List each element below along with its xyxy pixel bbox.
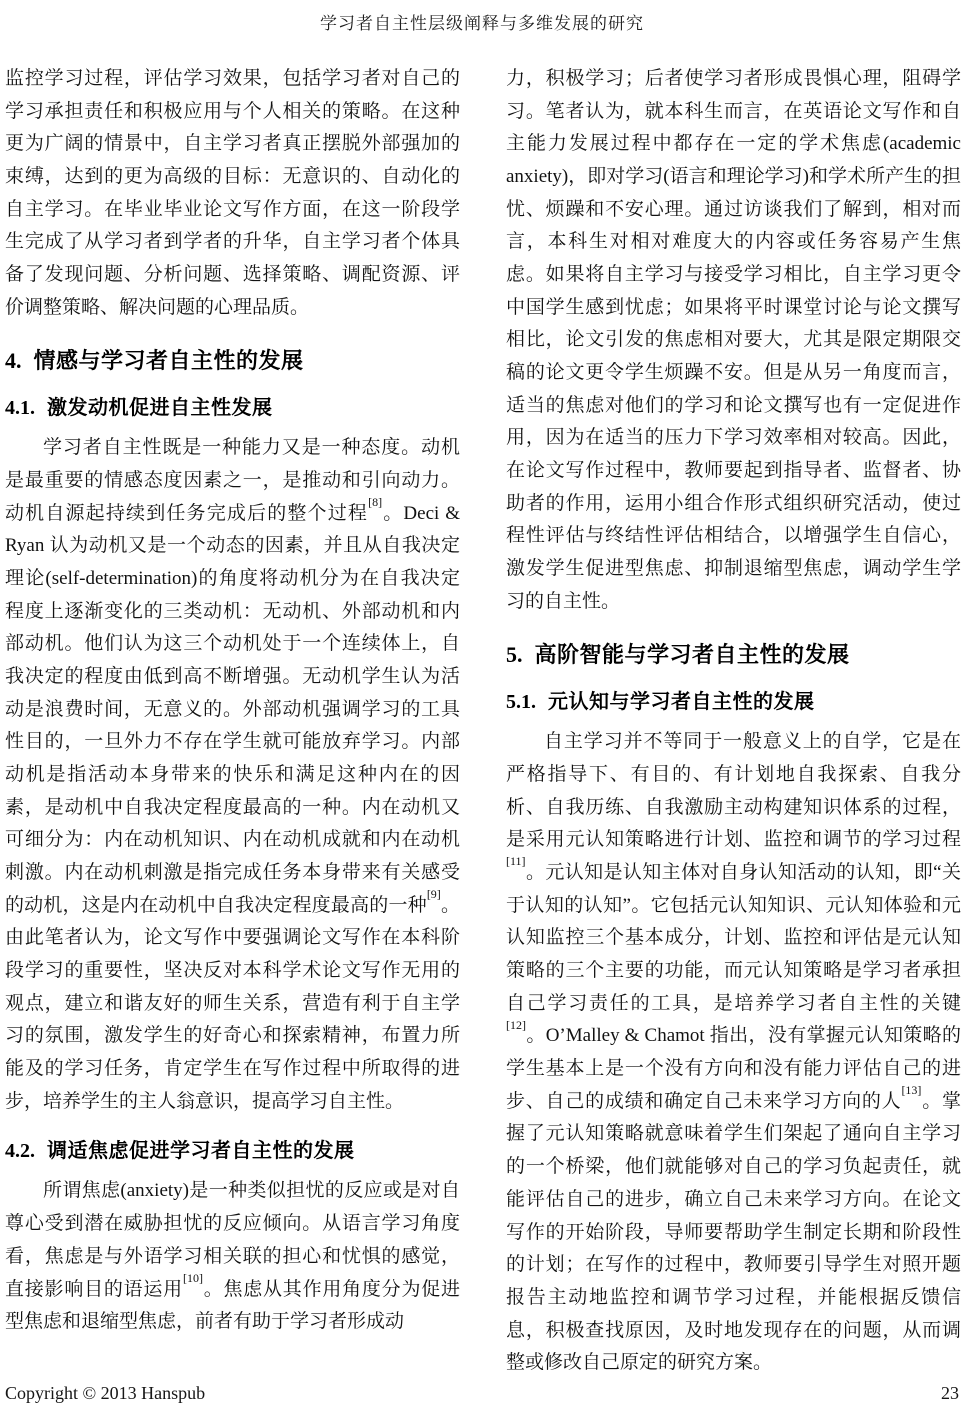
subsection-heading-4-1 (5, 391, 460, 420)
two-column-body (0, 63, 964, 1380)
running-title: 学习者自主性层级阐释与多维发展的研究 (320, 14, 644, 33)
paragraph-text: 自主学习并不等同于一般意义上的自学，它是在严格指导下、有目的、有计划地自我探索、自我分析、自我历练、自我激励主动构建知识体系的过程，是采用元认知策略进行计划、监控和调节的学习过程 (506, 731, 961, 851)
body-paragraph (5, 1175, 460, 1338)
paragraph-text: 。Deci & Ryan 认为动机又是一个动态的因素，并且从自我决定理论(self-determination)的角度将动机分为在自我决定程度上逐渐变化的三类动机：无动机、外部动机和内部动机。他们认为这三个动机处于一个连续体上，自我决定的程度由低到高不断增强。无动机学生认为活动是浪费时间，无意义的。外部动机强调学习的工具性目的，一旦外力不存在学生就可能放弃学习。内部动机是指活动本身带来的快乐和满足这种内在的因素，是动机中自我决定程度最高的一种。内在动机又可细分为：内在动机知识、内在动机成就和内在动机刺激。内在动机刺激是指完成任务本身带来有关感受的动机，这是内在动机中自我决定程度最高的一种 (5, 502, 460, 916)
section-heading-5 (506, 638, 961, 669)
section-number: 5. (506, 642, 523, 668)
subsection-number: 5.1. (506, 691, 536, 714)
body-paragraph (506, 726, 961, 1379)
section-number: 4. (5, 348, 22, 374)
reference-superscript: [9] (426, 887, 441, 902)
section-title: 高阶智能与学习者自主性的发展 (534, 642, 850, 668)
subsection-title: 元认知与学习者自主性的发展 (548, 691, 815, 714)
body-paragraph-continuation: 监控学习过程，评估学习效果，包括学习者对自己的学习承担责任和积极应用与个人相关的策略。在这种更为广阔的情景中，自主学习者真正摆脱外部强加的束缚，达到的更为高级的目标：无意识的、自动化的自主学习。在毕业毕业论文写作方面，在这一阶段学生完成了从学习者到学者的升华，自主学习者个体具备了发现问题、分析问题、选择策略、调配资源、评价调整策略、解决问题的心理品质。 (5, 68, 460, 318)
subsection-number: 4.2. (5, 1140, 35, 1163)
reference-superscript: [11] (506, 854, 526, 869)
section-heading-4 (5, 344, 460, 375)
subsection-title: 激发动机促进自主性发展 (47, 397, 273, 420)
paragraph-text: 所谓焦虑(anxiety)是一种类似担忧的反应或是对自尊心受到潜在威胁担忧的反应倾向。从语言学习角度看，焦虑是与外语学习相关联的担心和忧惧的感觉，直接影响目的语运用 (5, 1180, 460, 1300)
subsection-heading-5-1 (506, 685, 961, 714)
left-column (5, 63, 460, 1380)
right-column (506, 63, 961, 1380)
footer-copyright: Copyright © 2013 Hanspub (5, 1383, 206, 1403)
reference-superscript: [12] (506, 1017, 526, 1032)
reference-superscript: [10] (182, 1270, 203, 1285)
page-footer (5, 1383, 959, 1404)
paragraph-text: 。由此笔者认为，论文写作中要强调论文写作在本科阶段学习的重要性，坚决反对本科学术论文写作无用的观点，建立和谐友好的师生关系，营造有利于自主学习的氛围，激发学生的好奇心和探索精神，布置力所能及的学习任务，肯定学生在写作过程中所取得的进步，培养学生的主人翁意识，提高学习自主性。 (5, 894, 460, 1112)
paragraph-text: 学习者自主性既是一种能力又是一种态度。动机是最重要的情感态度因素之一，是推动和引向动力。动机自源起持续到任务完成后的整个过程 (5, 437, 460, 524)
reference-superscript: [8] (368, 495, 383, 509)
subsection-title: 调适焦虑促进学习者自主性的发展 (47, 1140, 355, 1163)
body-paragraph (5, 432, 460, 1118)
page-number: 23 (941, 1383, 959, 1403)
body-paragraph-continuation: 力，积极学习；后者使学习者形成畏惧心理，阻碍学习。笔者认为，就本科生而言，在英语论文写作和自主能力发展过程中都存在一定的学术焦虑(academic anxiety)，即对学习(语言和理论学习)和学术所产生的担忧、烦躁和不安心理。通过访谈我们了解到，相对而言，本科生对相对难度大的内容或任务容易产生焦虑。如果将自主学习与接受学习相比，自主学习更令中国学生感到忧虑；如果将平时课堂讨论与论文撰写相比，论文引发的焦虑相对要大，尤其是限定期限交稿的论文更令学生烦躁不安。但是从另一角度而言，适当的焦虑对他们的学习和论文撰写也有一定促进作用，因为在适当的压力下学习效率相对较高。因此，在论文写作过程中，教师要起到指导者、监督者、协助者的作用，运用小组合作形式组织研究活动，使过程性评估与终结性评估相结合，以增强学生自信心，激发学生促进型焦虑、抑制退缩型焦虑，调动学生学习的自主性。 (506, 68, 961, 612)
paragraph-text: 。元认知是认知主体对自身认知活动的认知，即“关于认知的认知”。它包括元认知知识、元认知体验和元认知监控三个基本成分，计划、监控和评估是元认知策略的三个主要的功能，而元认知策略是学习者承担自己学习责任的工具，是培养学习者自主性的关键 (506, 862, 961, 1014)
page-header (0, 0, 964, 34)
paragraph-text: 。O’Malley & Chamot 指出，没有掌握元认知策略的学生基本上是一个没有方向和没有能力评估自己的进步、自己的成绩和确定自己未来学习方向的人 (506, 1025, 961, 1112)
reference-superscript: [13] (901, 1083, 922, 1098)
paragraph-text: 。焦虑从其作用角度分为促进型焦虑和退缩型焦虑，前者有助于学习者形成动 (5, 1278, 460, 1333)
section-title: 情感与学习者自主性的发展 (33, 348, 304, 374)
subsection-number: 4.1. (5, 397, 35, 420)
paragraph-text: 。掌握了元认知策略就意味着学生们架起了通向自主学习的一个桥梁，他们就能够对自己的学习负起责任，就能评估自己的进步，确立自己未来学习方向。在论文写作的开始阶段，导师要帮助学生制定长期和阶段性的计划；在写作的过程中，教师要引导学生对照开题报告主动地监控和调节学习过程，并能根据反馈信息，积极查找原因，及时地发现存在的问题，从而调整或修改自己原定的研究方案。 (506, 1090, 961, 1374)
subsection-heading-4-2 (5, 1134, 460, 1163)
